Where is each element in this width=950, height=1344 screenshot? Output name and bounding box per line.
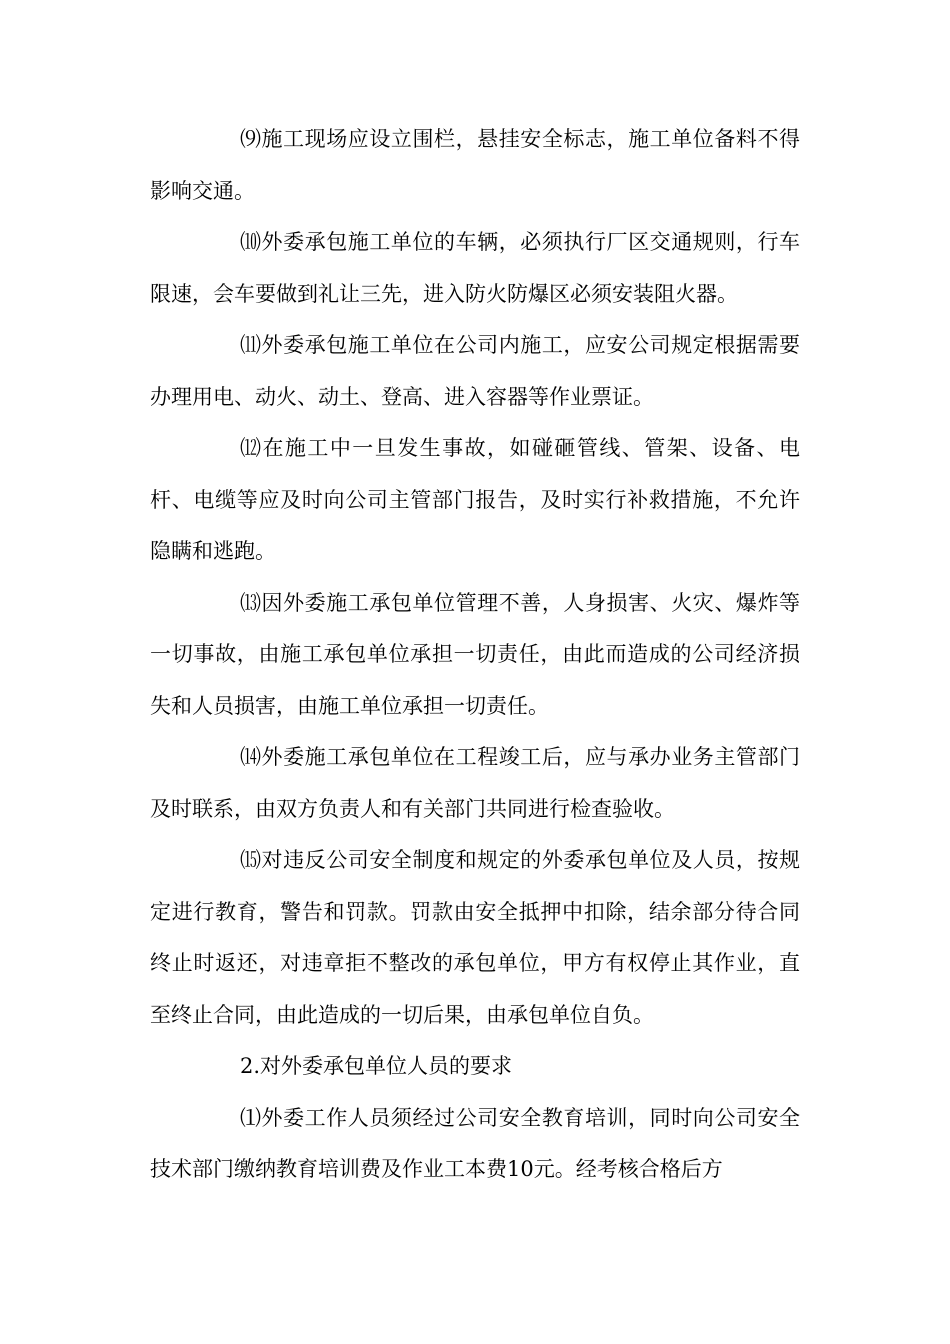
- paragraph-item-12: ⑿在施工中一旦发生事故，如碰砸管线、管架、设备、电杆、电缆等应及时向公司主管部门报告，及时实行补救措施，不允许隐瞒和逃跑。: [150, 436, 800, 563]
- paragraph-item-15: ⒂对违反公司安全制度和规定的外委承包单位及人员，按规定进行教育，警告和罚款。罚款由安全抵押中扣除，结余部分待合同终止时返还，对违章拒不整改的承包单位，甲方有权停止其作业，直至终止合同，由此造成的一切后果，由承包单位自负。: [150, 848, 800, 1027]
- document-body: [150, 114, 800, 1196]
- paragraph-item-14: ⒁外委施工承包单位在工程竣工后，应与承办业务主管部门及时联系，由双方负责人和有关部门共同进行检查验收。: [150, 745, 800, 821]
- paragraph-item-1: ⑴外委工作人员须经过公司安全教育培训，同时向公司安全技术部门缴纳教育培训费及作业工本费10元。经考核合格后方: [150, 1105, 800, 1181]
- paragraph-item-13: ⒀因外委施工承包单位管理不善，人身损害、火灾、爆炸等一切事故，由施工承包单位承担一切责任，由此而造成的公司经济损失和人员损害，由施工单位承担一切责任。: [150, 590, 800, 718]
- paragraph-item-11: ⑾外委承包施工单位在公司内施工，应安公司规定根据需要办理用电、动火、动土、登高、进入容器等作业票证。: [150, 333, 800, 409]
- paragraph-item-9: ⑼施工现场应设立围栏，悬挂安全标志，施工单位备料不得影响交通。: [150, 127, 800, 203]
- paragraph-item-10: ⑽外委承包施工单位的车辆，必须执行厂区交通规则，行车限速，会车要做到礼让三先，进入防火防爆区必须安装阻火器。: [150, 230, 800, 306]
- section-heading: 2.对外委承包单位人员的要求: [240, 1054, 513, 1078]
